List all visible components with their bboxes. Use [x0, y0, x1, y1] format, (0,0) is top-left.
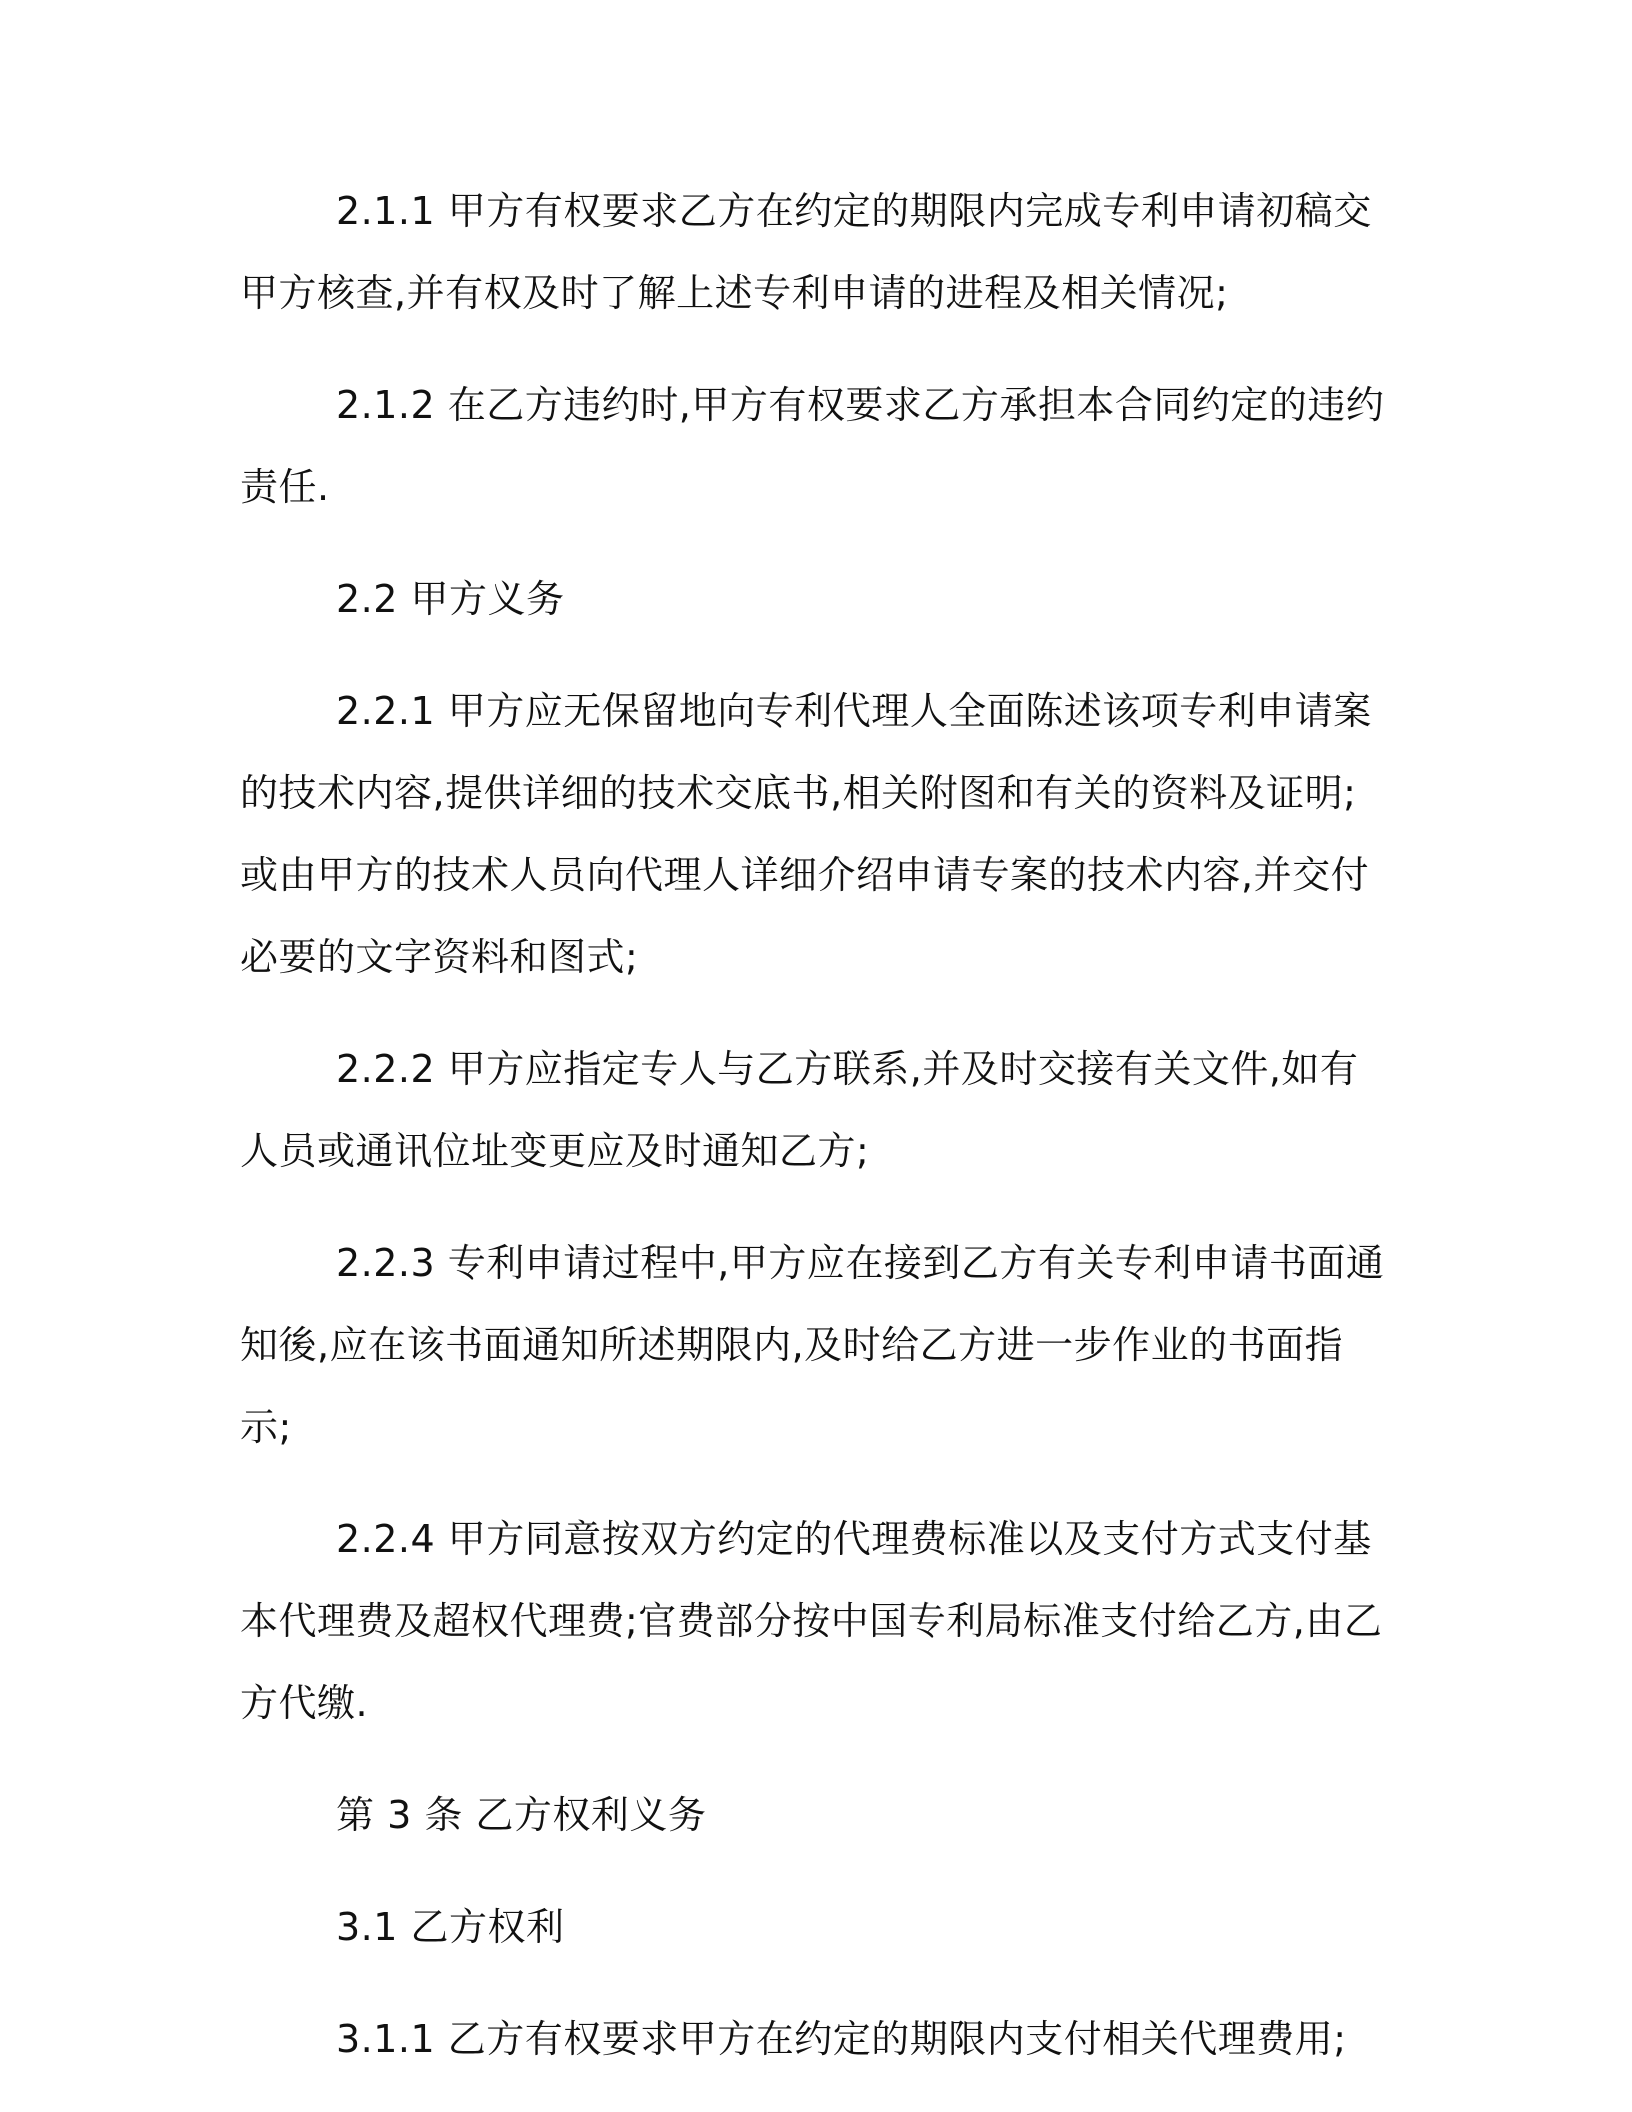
clause-2-1-2: 2.1.2 在乙方违约时,甲方有权要求乙方承担本合同约定的违约责任. — [240, 383, 1385, 509]
clause-3-1-1: 3.1.1 乙方有权要求甲方在约定的期限内支付相关代理费用; — [336, 2017, 1347, 2061]
clause-2-1-1: 2.1.1 甲方有权要求乙方在约定的期限内完成专利申请初稿交甲方核查,并有权及时了解上述专利申请的进程及相关情况; — [240, 189, 1372, 315]
section-heading-2-2: 2.2 甲方义务 — [336, 577, 565, 621]
article-heading-3: 第 3 条 乙方权利义务 — [336, 1793, 707, 1837]
section-heading-3-1: 3.1 乙方权利 — [336, 1905, 565, 1949]
clause-2-2-2: 2.2.2 甲方应指定专人与乙方联系,并及时交接有关文件,如有人员或通讯位址变更应及时通知乙方; — [240, 1047, 1359, 1173]
clause-2-2-4: 2.2.4 甲方同意按双方约定的代理费标准以及支付方式支付基本代理费及超权代理费;官费部分按中国专利局标准支付给乙方,由乙方代缴. — [240, 1517, 1383, 1725]
document-page — [240, 170, 1390, 2061]
clause-2-2-3: 2.2.3 专利申请过程中,甲方应在接到乙方有关专利申请书面通知後,应在该书面通知所述期限内,及时给乙方进一步作业的书面指示; — [240, 1241, 1385, 1449]
clause-2-2-1: 2.2.1 甲方应无保留地向专利代理人全面陈述该项专利申请案的技术内容,提供详细的技术交底书,相关附图和有关的资料及证明;或由甲方的技术人员向代理人详细介绍申请专案的技术内容,并交付必要的文字资料和图式; — [240, 689, 1372, 979]
